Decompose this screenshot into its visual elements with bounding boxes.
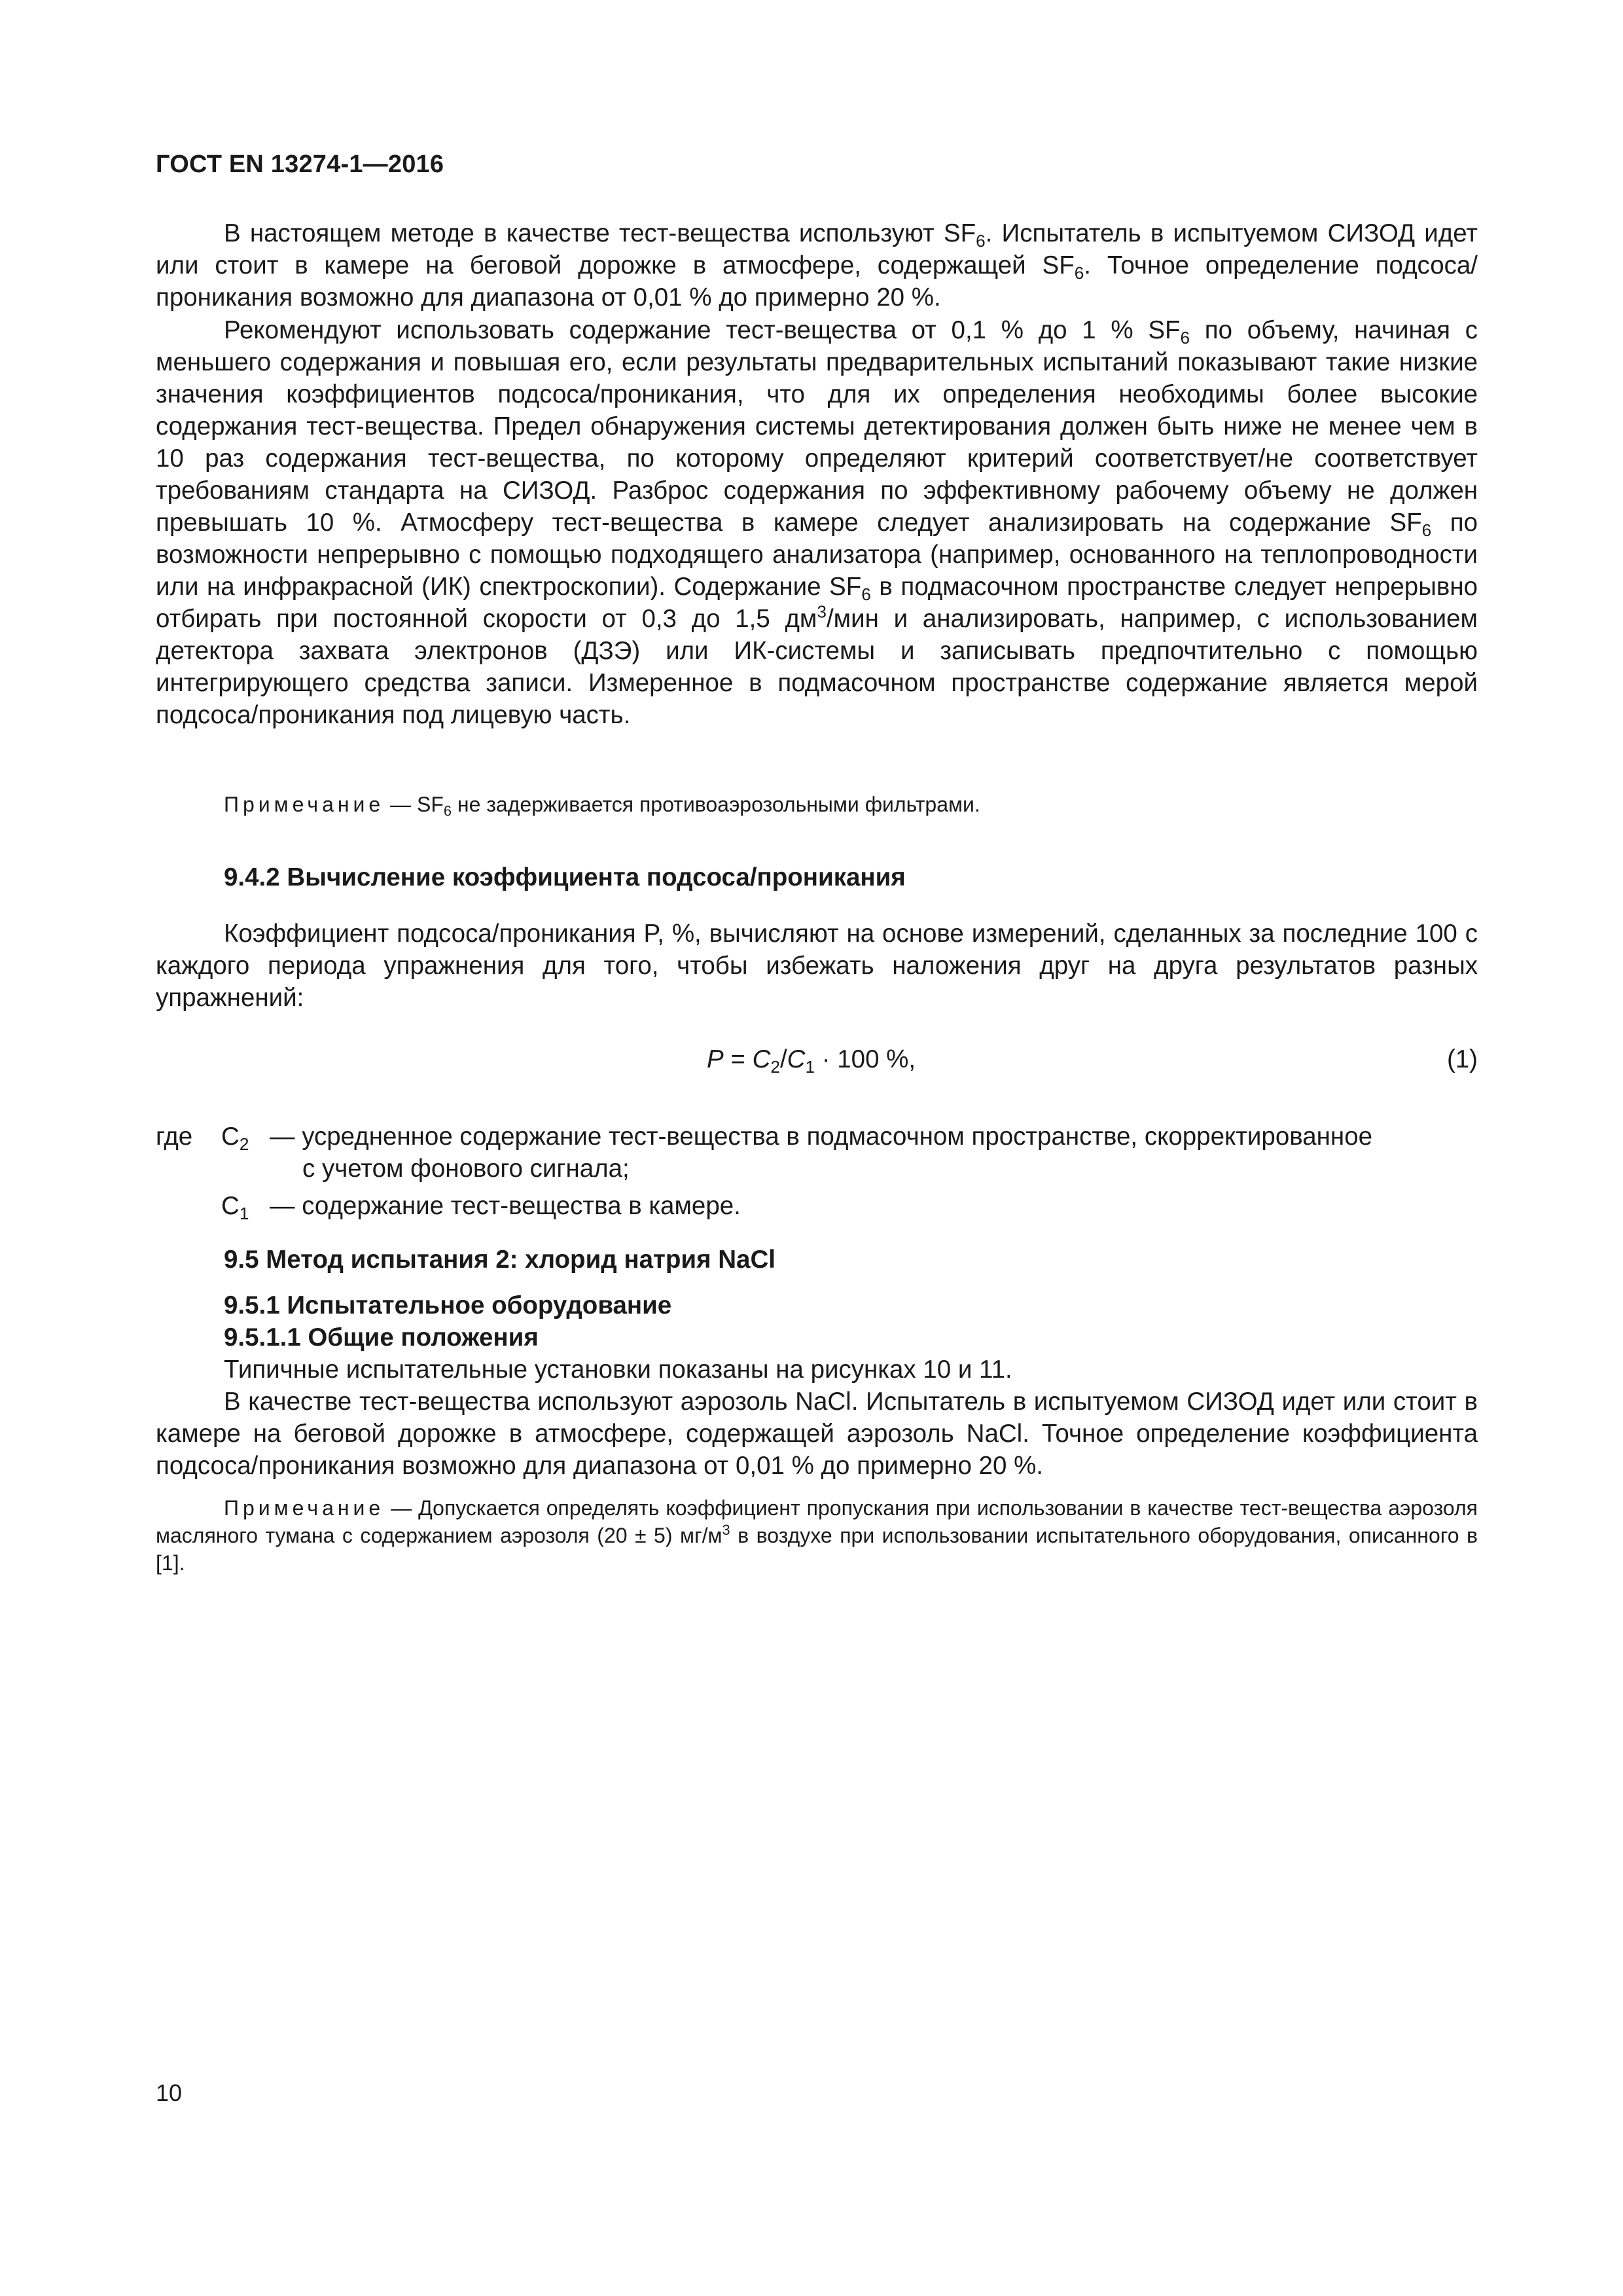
page-header: ГОСТ EN 13274-1—2016	[156, 151, 444, 178]
note-1: Примечание — $SF_6$ не задерживается противоаэрозольными фильтрами.	[224, 793, 980, 819]
page-number: 10	[156, 2079, 183, 2106]
intro-paragraph-2: Рекомендуют использовать содержание тест-вещества от 0,1 % до 1 % $SF_6$ по объему, начиная с меньшего содержания и повышая его, если результаты предварительных испытаний показывают такие низкие значения коэффициентов подсоса/проникания, что для их определения необходимы более высокие содержания тест-вещества. Предел обнаружения системы детектирования должен быть ниже не менее чем в 10 раз содержания тест-вещества, по которому определяют критерий соответствует/не соответствует требованиям стандарта на СИЗОД. Разброс содержания по эффективному рабочему объему не должен превышать 10 %. Атмосферу тест-вещества в камере следует анализировать на содержание $SF_6$ по возможности непрерывно с помощью подходящего анализатора (например, основанного на теплопроводности или на инфракрасной (ИК) спектроскопии). Содержание $SF_6$ в подмасочном пространстве следует непрерывно отбирать при постоянной скорости от 0,3 до 1,5 $дм^3$/мин и анализировать, например, с использованием детектора захвата электронов (ДЗЭ) или ИК-системы и записывать предпочтительно с помощью интегрирующего средства записи. Измеренное в подмасочном пространстве содержание является мерой подсоса/проникания под лицевую часть.	[156, 316, 1478, 729]
where-symbol-c1: $C_1$	[221, 1192, 249, 1223]
formula-number: (1)	[1446, 1045, 1478, 1073]
where-label: где	[156, 1122, 193, 1151]
intro-paragraph-1: В настоящем методе в качестве тест-вещества используют $SF_6$. Испытатель в испытуемом СИЗОД идет или стоит в камере на беговой дорожке в атмосфере, содержащей $SF_6$. Точное определение подсоса/проникания возможно для диапазона от 0,01 % до примерно 20 %.	[156, 219, 1478, 312]
section-heading-9-5-1-1: 9.5.1.1 Общие положения	[224, 1323, 539, 1352]
section-9-5-1-1-line: Типичные испытательные установки показаны на рисунках 10 и 11.	[224, 1355, 1012, 1384]
where-symbol-c2: $C_2$	[221, 1122, 249, 1154]
section-9-5-1-1-paragraph: В качестве тест-вещества используют аэрозоль NaCl. Испытатель в испытуемом СИЗОД идет или стоит в камере на беговой дорожке в атмосфере, содержащей аэрозоль NaCl. Точное определение коэффициента подсоса/проникания возможно для диапазона от 0,01 % до примерно 20 %.	[156, 1388, 1478, 1480]
section-heading-9-5-1: 9.5.1 Испытательное оборудование	[224, 1291, 672, 1319]
where-definition-c2-line1: — усредненное содержание тест-вещества в подмасочном пространстве, скорректированное	[270, 1122, 1373, 1151]
note-2: Примечание — Допускается определять коэффициент пропускания при использовании в качестве тест-вещества аэрозоля масляного тумана с содержанием аэрозоля (20 ± 5) $мг/м^3$ в воздухе при использовании испытательного оборудования, описанного в [1].	[156, 1496, 1478, 1575]
formula-1: $P = C_2/C_1 \cdot 100$ %,	[707, 1045, 916, 1077]
section-9-4-2-paragraph: Коэффициент подсоса/проникания P, %, вычисляют на основе измерений, сделанных за последние 100 с каждого периода упражнения для того, чтобы избежать наложения друг на друга результатов разных упражнений:	[156, 920, 1478, 1012]
section-heading-9-4-2: 9.4.2 Вычисление коэффициента подсоса/проникания	[224, 863, 906, 891]
where-definition-c2-line2: с учетом фонового сигнала;	[302, 1155, 630, 1183]
section-heading-9-5: 9.5 Метод испытания 2: хлорид натрия NaCl	[224, 1246, 776, 1274]
where-definition-c1: — содержание тест-вещества в камере.	[270, 1192, 741, 1220]
